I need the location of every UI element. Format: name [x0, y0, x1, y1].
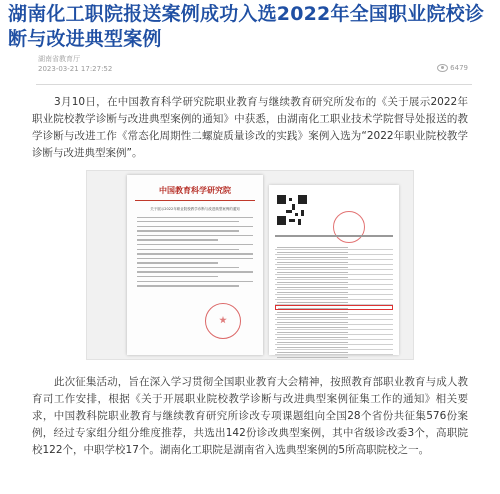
header-red-line [135, 200, 255, 201]
view-count [437, 64, 468, 72]
qr-code-icon [277, 195, 307, 225]
document-photo [86, 170, 414, 360]
article-meta [38, 54, 112, 74]
publish-date: 2023-03-21 17:27:52 [38, 65, 113, 73]
paragraph-intro: 3月10日，在中国教育科学研究院职业教育与继续教育研究所发布的《关于展示2022年职业院校教学诊断与改进典型案例的通知》中获悉，由湖南化工职业技术学院督导处报送的教学诊断与改进工作《常态化周期性二螺旋质量诊改的实践》案例入选为“2022年职业院校教学诊断与改进典型案例”。 [32, 96, 468, 159]
red-seal-stamp [205, 303, 241, 339]
notice-header: 中国教育科学研究院 [159, 186, 231, 195]
notice-subtitle: 关于展示2022年职业院校教学诊断与改进典型案例的通知 [150, 207, 240, 211]
red-seal-stamp-right [333, 211, 365, 243]
header-divider [36, 84, 472, 85]
case-list-document [269, 185, 399, 355]
list-title-line [275, 235, 393, 237]
notice-document [127, 175, 263, 355]
view-count-value: 6479 [450, 64, 468, 72]
eye-icon [437, 64, 448, 72]
case-list-table [275, 245, 393, 360]
notice-body-lines [137, 217, 253, 287]
source-label: 湖南省教育厅 [38, 55, 80, 63]
paragraph-details: 此次征集活动，旨在深入学习贯彻全国职业教育大会精神，按照教育部职业教育与成人教育司工作安排，根据《关于开展职业院校教学诊断与改进典型案例征集工作的通知》相关要求，中国教科院职业教育与继续教育研究所诊改专项课题组向全国28个省份共征集576份案例，经过专家组分组分维度推荐，共选出142份诊改典型案例，其中省级诊改委3个，高职院校122个，中职学校17个。湖南化工职院是湖南省入选典型案例的5所高职院校之一。 [32, 376, 468, 456]
article-title: 湖南化工职院报送案例成功入选2022年全国职业院校诊断与改进典型案例 [8, 3, 485, 50]
